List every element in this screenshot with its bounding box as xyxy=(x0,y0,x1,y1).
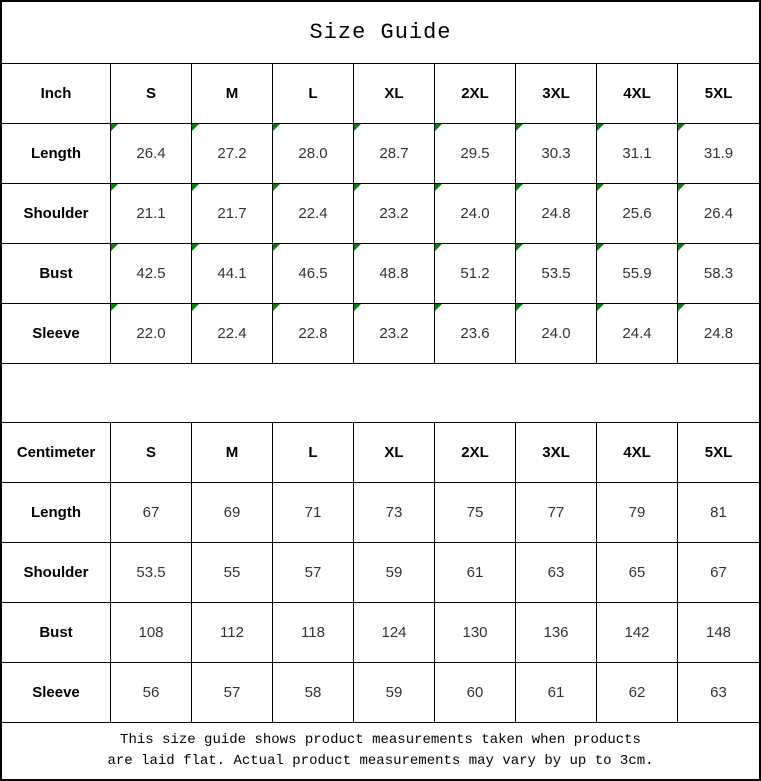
page-title: Size Guide xyxy=(2,2,759,64)
cell-flag-icon xyxy=(111,184,118,191)
cell-flag-icon xyxy=(111,244,118,251)
size-header: L xyxy=(273,64,354,123)
size-value-text: 79 xyxy=(628,504,646,521)
size-value-text: 46.5 xyxy=(298,265,328,282)
size-value-cell xyxy=(435,543,516,602)
row-label-text: Shoulder xyxy=(23,564,89,581)
size-value-cell xyxy=(435,304,516,363)
size-value-cell xyxy=(192,184,273,243)
size-value-text: 26.4 xyxy=(703,205,734,222)
measurement-row-label xyxy=(2,124,111,183)
size-value-cell xyxy=(435,124,516,183)
size-value-cell xyxy=(273,603,354,662)
size-value-text: 25.6 xyxy=(622,205,652,222)
table-row xyxy=(2,483,759,543)
size-value-text: 23.2 xyxy=(379,205,409,222)
size-value-cell xyxy=(597,124,678,183)
cell-flag-icon xyxy=(273,304,280,311)
size-value-cell xyxy=(192,304,273,363)
size-value-cell xyxy=(192,244,273,303)
table-row xyxy=(2,184,759,244)
size-value-cell xyxy=(678,663,759,722)
size-value-text: 28.7 xyxy=(379,145,409,162)
measurement-row-label xyxy=(2,483,111,542)
row-label-text: Length xyxy=(31,145,81,162)
size-value-text: 136 xyxy=(543,624,569,641)
size-value-text: 23.6 xyxy=(460,325,490,342)
size-header: 2XL xyxy=(435,423,516,482)
size-header: XL xyxy=(354,64,435,123)
size-value-text: 75 xyxy=(466,504,484,521)
size-value-text: 57 xyxy=(223,684,241,701)
size-value-cell xyxy=(192,663,273,722)
size-value-cell xyxy=(516,663,597,722)
measurement-row-label xyxy=(2,543,111,602)
table-row xyxy=(2,603,759,663)
row-label-text: Bust xyxy=(39,265,73,282)
unit-header-centimeter: Centimeter xyxy=(2,423,111,482)
size-value-cell xyxy=(678,304,759,363)
size-value-text: 148 xyxy=(705,624,732,641)
table-row xyxy=(2,663,759,723)
table-row xyxy=(2,244,759,304)
size-value-text: 62 xyxy=(628,684,646,701)
size-value-text: 30.3 xyxy=(541,145,571,162)
size-value-text: 23.2 xyxy=(379,325,409,342)
size-value-text: 56 xyxy=(142,684,160,701)
cell-flag-icon xyxy=(273,124,280,131)
cell-flag-icon xyxy=(435,184,442,191)
size-value-text: 81 xyxy=(710,504,727,521)
size-value-cell xyxy=(354,304,435,363)
size-value-text: 26.4 xyxy=(136,145,166,162)
cell-flag-icon xyxy=(597,184,604,191)
cell-flag-icon xyxy=(192,304,199,311)
measurement-row-label xyxy=(2,184,111,243)
size-header: S xyxy=(111,423,192,482)
cell-flag-icon xyxy=(435,304,442,311)
size-value-cell xyxy=(354,603,435,662)
size-header: 2XL xyxy=(435,64,516,123)
size-value-cell xyxy=(111,304,192,363)
size-value-text: 24.8 xyxy=(541,205,571,222)
size-value-cell xyxy=(597,603,678,662)
size-value-cell xyxy=(111,244,192,303)
row-label-text: Shoulder xyxy=(23,205,89,222)
size-header: XL xyxy=(354,423,435,482)
size-value-text: 58.3 xyxy=(703,265,734,282)
size-value-cell xyxy=(354,124,435,183)
size-value-cell xyxy=(273,304,354,363)
size-value-cell xyxy=(273,483,354,542)
size-value-text: 21.7 xyxy=(217,205,247,222)
size-value-text: 42.5 xyxy=(136,265,166,282)
table-row xyxy=(2,304,759,364)
size-value-cell xyxy=(597,244,678,303)
cell-flag-icon xyxy=(597,304,604,311)
size-value-cell xyxy=(435,244,516,303)
size-header: 5XL xyxy=(704,444,733,461)
cell-flag-icon xyxy=(516,184,523,191)
size-header: M xyxy=(192,64,273,123)
row-label-text: Sleeve xyxy=(32,325,80,342)
size-value-cell xyxy=(516,244,597,303)
size-value-cell xyxy=(354,663,435,722)
size-value-text: 55.9 xyxy=(622,265,652,282)
size-value-cell xyxy=(597,184,678,243)
size-value-cell xyxy=(354,543,435,602)
size-value-cell xyxy=(435,663,516,722)
unit-header-inch: Inch xyxy=(2,64,111,123)
table-header-row xyxy=(2,64,759,124)
cell-flag-icon xyxy=(111,304,118,311)
size-header: 3XL xyxy=(516,64,597,123)
row-label-text: Sleeve xyxy=(32,684,80,701)
size-value-cell xyxy=(273,124,354,183)
size-header: L xyxy=(273,423,354,482)
size-value-cell xyxy=(516,543,597,602)
size-value-cell xyxy=(678,124,759,183)
size-value-cell xyxy=(354,483,435,542)
measurement-row-label xyxy=(2,663,111,722)
size-value-text: 73 xyxy=(385,504,403,521)
size-header: M xyxy=(192,423,273,482)
size-header: 5XL xyxy=(704,85,733,102)
cell-flag-icon xyxy=(273,244,280,251)
size-value-text: 44.1 xyxy=(217,265,247,282)
measurement-row-label xyxy=(2,244,111,303)
cell-flag-icon xyxy=(678,124,685,131)
size-value-text: 124 xyxy=(381,624,407,641)
size-value-cell xyxy=(678,483,759,542)
cell-flag-icon xyxy=(597,244,604,251)
cell-flag-icon xyxy=(192,244,199,251)
size-value-cell xyxy=(192,483,273,542)
cell-flag-icon xyxy=(516,304,523,311)
size-value-text: 24.0 xyxy=(541,325,571,342)
size-value-cell xyxy=(192,603,273,662)
size-value-text: 108 xyxy=(138,624,164,641)
size-value-text: 53.5 xyxy=(541,265,571,282)
measurement-row-label xyxy=(2,603,111,662)
size-value-cell xyxy=(678,543,759,602)
cell-flag-icon xyxy=(678,184,685,191)
size-value-cell xyxy=(435,603,516,662)
measurement-note xyxy=(2,723,759,779)
size-value-cell xyxy=(516,124,597,183)
size-header: S xyxy=(111,64,192,123)
size-value-text: 130 xyxy=(462,624,488,641)
size-value-text: 27.2 xyxy=(217,145,247,162)
size-value-text: 51.2 xyxy=(460,265,490,282)
size-value-cell xyxy=(111,184,192,243)
cell-flag-icon xyxy=(516,244,523,251)
cell-flag-icon xyxy=(516,124,523,131)
size-value-text: 55 xyxy=(223,564,241,581)
size-header: 4XL xyxy=(597,64,678,123)
size-value-text: 142 xyxy=(624,624,650,641)
size-value-text: 24.8 xyxy=(703,325,734,342)
size-value-cell xyxy=(273,663,354,722)
table-row xyxy=(2,543,759,603)
size-value-text: 63 xyxy=(547,564,565,581)
cell-flag-icon xyxy=(111,124,118,131)
size-value-text: 77 xyxy=(547,504,565,521)
size-value-text: 22.4 xyxy=(217,325,247,342)
size-value-text: 28.0 xyxy=(298,145,328,162)
size-value-cell xyxy=(678,184,759,243)
size-value-cell xyxy=(516,483,597,542)
table-row xyxy=(2,124,759,184)
size-value-cell xyxy=(516,603,597,662)
size-value-text: 60 xyxy=(466,684,484,701)
size-value-cell xyxy=(273,184,354,243)
size-value-cell xyxy=(435,184,516,243)
size-value-cell xyxy=(111,124,192,183)
size-value-text: 59 xyxy=(385,564,403,581)
cell-flag-icon xyxy=(354,304,361,311)
size-value-text: 118 xyxy=(301,624,325,641)
centimeter-size-table xyxy=(2,423,759,723)
size-value-text: 61 xyxy=(466,564,484,581)
cell-flag-icon xyxy=(192,124,199,131)
row-label-text: Length xyxy=(31,504,81,521)
size-value-text: 31.1 xyxy=(622,145,652,162)
size-value-cell xyxy=(597,304,678,363)
size-value-text: 24.4 xyxy=(622,325,652,342)
size-value-cell xyxy=(192,543,273,602)
size-value-text: 57 xyxy=(304,564,322,581)
size-value-text: 67 xyxy=(142,504,160,521)
size-value-text: 65 xyxy=(628,564,646,581)
size-value-cell xyxy=(678,244,759,303)
size-value-cell xyxy=(678,603,759,662)
cell-flag-icon xyxy=(192,184,199,191)
measurement-row-label xyxy=(2,304,111,363)
cell-flag-icon xyxy=(435,244,442,251)
size-value-text: 29.5 xyxy=(460,145,490,162)
size-value-text: 63 xyxy=(710,684,727,701)
size-value-cell xyxy=(597,543,678,602)
size-value-cell xyxy=(111,543,192,602)
size-value-cell xyxy=(111,663,192,722)
table-spacer-row xyxy=(2,364,759,423)
size-value-text: 58 xyxy=(304,684,322,701)
size-value-text: 71 xyxy=(304,504,322,521)
size-value-text: 24.0 xyxy=(460,205,490,222)
size-value-text: 48.8 xyxy=(379,265,409,282)
size-value-cell xyxy=(597,663,678,722)
size-value-cell xyxy=(516,304,597,363)
size-value-text: 22.8 xyxy=(298,325,328,342)
size-value-text: 67 xyxy=(710,564,727,581)
table-header-row xyxy=(2,423,759,483)
cell-flag-icon xyxy=(354,244,361,251)
size-value-text: 61 xyxy=(547,684,565,701)
size-value-text: 69 xyxy=(223,504,241,521)
cell-flag-icon xyxy=(678,244,685,251)
cell-flag-icon xyxy=(354,184,361,191)
size-value-cell xyxy=(192,124,273,183)
size-value-text: 21.1 xyxy=(136,205,166,222)
size-value-text: 22.4 xyxy=(298,205,328,222)
row-label-text: Bust xyxy=(39,624,73,641)
size-value-cell xyxy=(516,184,597,243)
size-value-text: 59 xyxy=(385,684,403,701)
size-value-text: 31.9 xyxy=(703,145,734,162)
cell-flag-icon xyxy=(435,124,442,131)
size-header: 4XL xyxy=(597,423,678,482)
cell-flag-icon xyxy=(597,124,604,131)
cell-flag-icon xyxy=(678,304,685,311)
size-value-text: 112 xyxy=(220,624,244,641)
cell-flag-icon xyxy=(354,124,361,131)
inch-size-table xyxy=(2,64,759,364)
size-value-cell xyxy=(273,543,354,602)
size-value-cell xyxy=(354,184,435,243)
size-value-text: 22.0 xyxy=(136,325,166,342)
size-value-cell xyxy=(111,603,192,662)
measurement-note-line1: This size guide shows product measurements taken when products xyxy=(120,732,641,748)
size-value-cell xyxy=(597,483,678,542)
cell-flag-icon xyxy=(273,184,280,191)
size-value-text: 53.5 xyxy=(136,564,166,581)
size-header: 3XL xyxy=(516,423,597,482)
size-value-cell xyxy=(273,244,354,303)
size-value-cell xyxy=(111,483,192,542)
measurement-note-line2: are laid flat. Actual product measurements may vary by up to 3cm. xyxy=(107,753,654,769)
size-value-cell xyxy=(435,483,516,542)
size-value-cell xyxy=(354,244,435,303)
